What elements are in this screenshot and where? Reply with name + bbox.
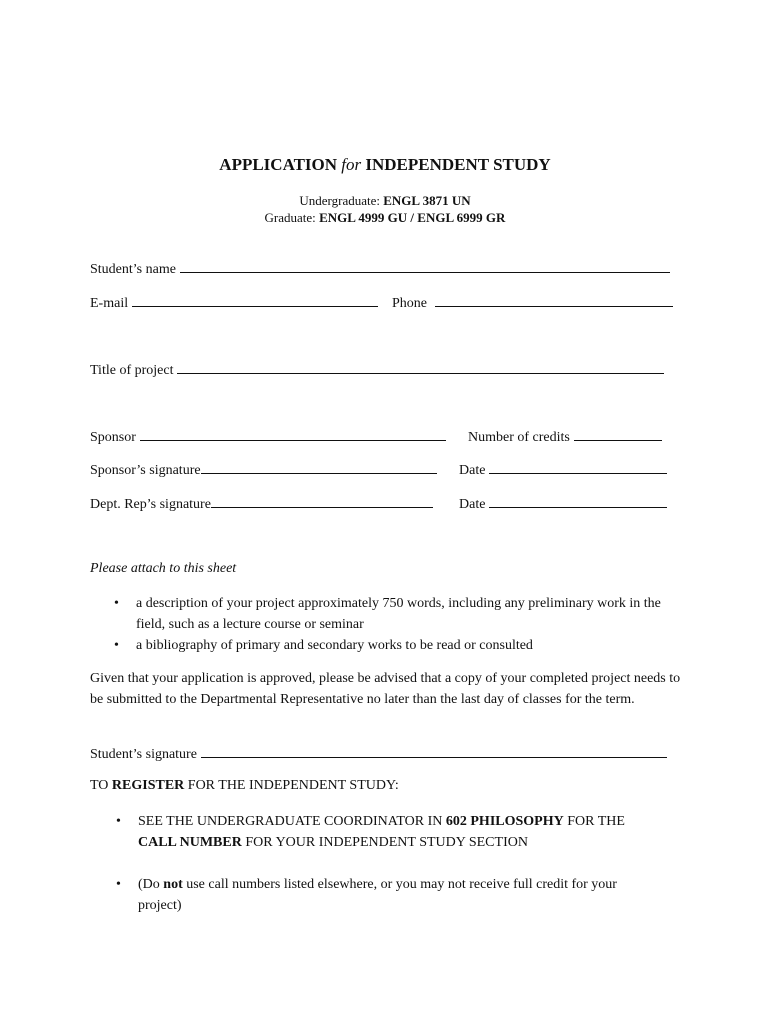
bullet-icon: • [114, 638, 119, 653]
email-field[interactable] [132, 293, 378, 307]
project-title-label: Title of project [90, 363, 174, 378]
register-post: FOR THE INDEPENDENT STUDY: [184, 778, 399, 793]
grad-label: Graduate: [264, 210, 320, 225]
register-bold: REGISTER [111, 778, 185, 793]
attach-item-text: a description of your project approximately 750 words, including any preliminary work in the field, such as a lecture course or seminar [136, 596, 661, 632]
date-field-1[interactable] [489, 460, 667, 474]
dept-rep-signature-label: Dept. Rep’s signature [90, 497, 211, 512]
title-part: INDEPENDENT STUDY [361, 155, 551, 174]
list-item [116, 874, 656, 916]
register-item-text: use call numbers listed elsewhere, or you may not receive full credit for your project) [138, 877, 617, 913]
student-signature-label: Student’s signature [90, 747, 197, 762]
title-italic: for [341, 155, 362, 174]
phone-row [392, 293, 673, 312]
date-field-2[interactable] [489, 494, 667, 508]
email-label: E-mail [90, 296, 129, 311]
student-name-field[interactable] [180, 259, 670, 273]
ug-label: Undergraduate: [299, 193, 384, 208]
sponsor-field[interactable] [140, 427, 446, 441]
register-item-bold: not [163, 877, 183, 892]
phone-field[interactable] [435, 293, 673, 307]
project-title-field[interactable] [177, 360, 664, 374]
approval-paragraph: Given that your application is approved, please be advised that a copy of your completed project needs to be submitted to the Departmental Representative no later than the last day of classes for the term. [90, 671, 681, 707]
register-item-text: FOR THE [563, 814, 625, 829]
phone-label: Phone [392, 296, 427, 311]
graduate-course [0, 210, 770, 226]
register-item-text: FOR YOUR INDEPENDENT STUDY SECTION [241, 835, 528, 850]
list-item [114, 635, 674, 656]
register-item-text: SEE THE UNDERGRADUATE COORDINATOR IN [138, 814, 446, 829]
sponsor-label: Sponsor [90, 430, 136, 445]
bullet-icon: • [116, 877, 121, 892]
project-title-row [90, 360, 664, 379]
credits-row [468, 427, 662, 446]
attach-heading: Please attach to this sheet [90, 561, 237, 576]
register-pre: TO [90, 778, 112, 793]
register-heading [90, 778, 399, 794]
student-name-row [90, 259, 670, 278]
student-signature-row [90, 744, 667, 763]
bullet-icon: • [114, 596, 119, 611]
dept-rep-signature-row [90, 494, 433, 513]
email-row [90, 293, 378, 312]
sponsor-row [90, 427, 446, 446]
register-item-bold: CALL NUMBER [138, 835, 242, 850]
list-item [116, 811, 656, 853]
title-part: APPLICATION [219, 155, 342, 174]
date-label-1: Date [459, 463, 486, 478]
date-label-2: Date [459, 497, 486, 512]
sponsor-signature-field[interactable] [201, 460, 437, 474]
page-title [0, 155, 770, 175]
credits-label: Number of credits [468, 430, 570, 445]
sponsor-signature-row [90, 460, 437, 479]
grad-code: ENGL 4999 GU / ENGL 6999 GR [319, 210, 506, 225]
ug-code: ENGL 3871 UN [383, 193, 471, 208]
undergraduate-course [0, 193, 770, 209]
bullet-icon: • [116, 814, 121, 829]
sponsor-signature-label: Sponsor’s signature [90, 463, 201, 478]
credits-field[interactable] [574, 427, 662, 441]
dept-rep-signature-field[interactable] [211, 494, 433, 508]
student-signature-field[interactable] [201, 744, 667, 758]
student-name-label: Student’s name [90, 262, 176, 277]
register-item-bold: 602 PHILOSOPHY [445, 814, 564, 829]
attach-list [114, 593, 674, 656]
attach-item-text: a bibliography of primary and secondary works to be read or consulted [136, 638, 533, 653]
list-item [114, 593, 674, 635]
register-item-text: (Do [138, 877, 164, 892]
date-row-2 [459, 494, 667, 513]
date-row-1 [459, 460, 667, 479]
register-list [116, 811, 656, 916]
